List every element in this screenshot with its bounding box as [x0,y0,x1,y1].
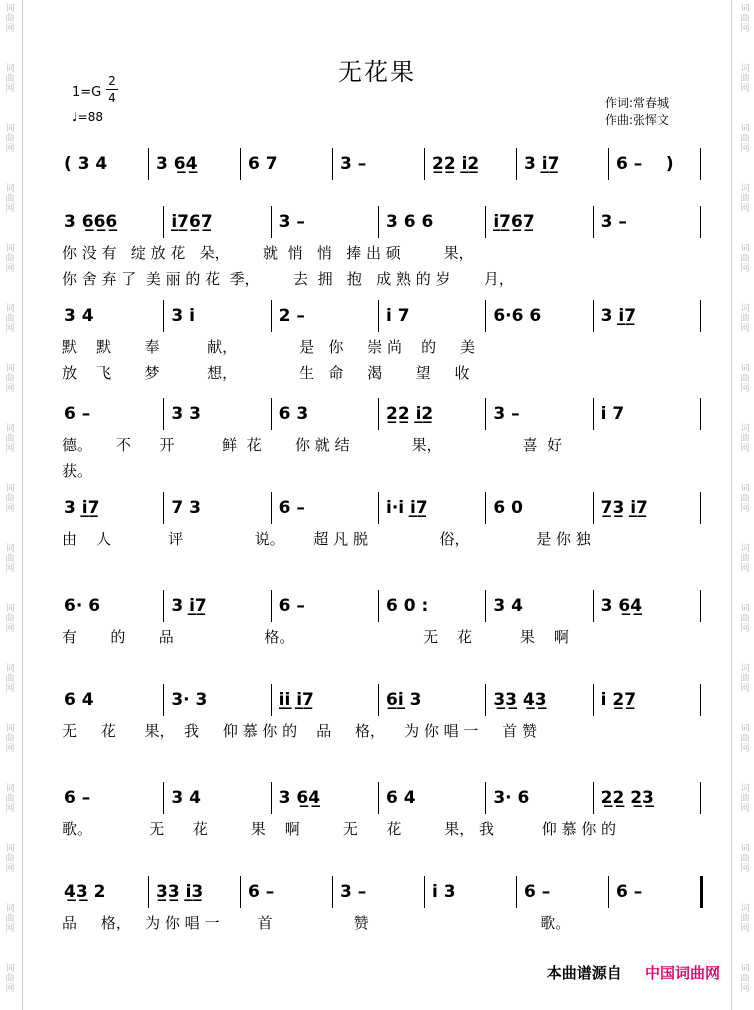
watermark-text: 词 曲 网 [5,544,15,574]
measure: 3 i̲7̲ [524,154,560,174]
measure: 3· 3 [171,690,208,710]
lyricist-credit: 作词:常春城 [605,96,670,110]
lyric-line-1: 歌。 无 花 果 啊 无 花 果， 我 仰 慕 你 的 [62,820,616,838]
lyric-line-2: 你 舍 弃 了 美 丽 的 花 季， 去 拥 抱 成 熟 的 岁 月， [62,270,514,288]
barline [378,206,379,238]
barline [700,492,701,524]
barline [424,876,425,908]
barline [485,492,486,524]
measure: 6 0 [493,498,523,518]
barline [485,684,486,716]
measure: 6 – [278,498,305,518]
watermark-text: 词 曲 网 [740,244,750,274]
measure: 3 6 6 [386,212,434,232]
barline [378,398,379,430]
key-signature: 1=G [72,85,102,100]
barline [332,876,333,908]
measure: 3 4 [493,596,523,616]
measure: i̲7̲6̲7̲ [493,212,535,232]
measure: i̲i̲ i̲7̲ [278,690,314,710]
measure: 6 – [64,788,91,808]
measure: 6 – ) [616,154,674,174]
credits [605,95,669,129]
watermark-text: 词 曲 网 [740,4,750,34]
measure: 3 4 [171,788,201,808]
measure: 3 i̲7̲ [600,306,637,326]
measure: i 3 [432,882,456,902]
lyric-line-1: 由 人 评 说。 超 凡 脱 俗， 是 你 独 [62,530,591,548]
measure: 6 4 [386,788,416,808]
measure: 6 – [278,596,305,616]
watermark-text: 词 曲 网 [5,244,15,274]
watermark-text: 词 曲 网 [740,424,750,454]
barline [240,876,241,908]
watermark-text: 词 曲 网 [740,844,750,874]
watermark-text: 词 曲 网 [5,904,15,934]
barline [516,876,517,908]
score-system [0,206,754,286]
barline [485,300,486,332]
barline [593,782,594,814]
score-system [0,876,754,956]
measure: 3̲3̲ 4̲3̲ [493,690,547,710]
score-system [0,300,754,380]
watermark-text: 词 曲 网 [5,604,15,634]
measure: i 7 [600,404,625,424]
time-sig-bar [106,89,118,90]
measure: 7̲3̲ i̲7̲ [600,498,648,518]
barline [700,148,701,180]
watermark-text: 词 曲 网 [5,124,15,154]
watermark-text: 词 曲 网 [740,604,750,634]
barline [378,492,379,524]
barline [332,148,333,180]
barline [271,684,272,716]
score-system [0,492,754,572]
watermark-text: 词 曲 网 [5,424,15,454]
barline [163,206,164,238]
measure: 6 4 [64,690,94,710]
measure: 3 6̲4̲ [278,788,321,808]
barline [593,206,594,238]
watermark-text: 词 曲 网 [5,64,15,94]
footer [547,962,720,983]
barline [271,398,272,430]
measure: 3· 6 [493,788,530,808]
barline [148,876,149,908]
score-system [0,684,754,764]
barline [593,398,594,430]
barline [700,684,701,716]
lyric-line-1: 德。 不 开 鲜 花 你 就 结 果， 喜 好 [62,436,563,454]
barline [378,300,379,332]
measure: 3 i̲7̲ [171,596,207,616]
score-system [0,782,754,862]
barline [271,492,272,524]
barline [700,876,703,908]
barline [485,206,486,238]
barline [163,300,164,332]
watermark-text: 词 曲 网 [740,964,750,994]
measure: 6 – [64,404,91,424]
measure: ( 3 4 [64,154,108,174]
barline [271,206,272,238]
measure: 7 3 [171,498,201,518]
measure: 6 3 [278,404,309,424]
watermark-text: 词 曲 网 [740,544,750,574]
measure: 3 – [340,882,367,902]
lyric-line-1: 无 花 果， 我 仰 慕 你 的 品 格， 为 你 唱 一 首 赞 [62,722,538,740]
barline [485,782,486,814]
measure: 3 6̲4̲ [600,596,643,616]
lyric-line-2: 获。 [62,462,93,480]
measure: 3 – [340,154,367,174]
watermark-text: 词 曲 网 [5,4,15,34]
measure: 6 – [524,882,551,902]
watermark-text: 词 曲 网 [5,844,15,874]
barline [700,300,701,332]
watermark-text: 词 曲 网 [5,184,15,214]
watermark-text: 词 曲 网 [740,724,750,754]
measure: 6· 6 [64,596,101,616]
barline [240,148,241,180]
measure: 4̲3̲ 2 [64,882,106,902]
measure: 6 – [248,882,275,902]
barline [148,148,149,180]
measure: 6̲i̲ 3 [386,690,422,710]
barline [378,684,379,716]
barline [485,398,486,430]
barline [485,590,486,622]
watermark-text: 词 曲 网 [740,124,750,154]
measure: 3 4 [64,306,94,326]
barline [163,590,164,622]
song-title: 无花果 [338,58,416,86]
measure: 3 i̲7̲ [64,498,100,518]
time-sig-top: 2 [108,74,116,88]
barline [593,492,594,524]
watermark-text: 词 曲 网 [5,484,15,514]
measure: 2̲2̲ 2̲3̲ [600,788,654,808]
score-system [0,590,754,670]
tempo-marking: ♩=88 [72,110,103,124]
measure: 3 6̲6̲6̲ [64,212,118,232]
barline [271,590,272,622]
barline [700,398,701,430]
watermark-text: 词 曲 网 [740,304,750,334]
watermark-text: 词 曲 网 [5,304,15,334]
composer-credit: 作曲:张恽文 [605,113,670,127]
barline [424,148,425,180]
watermark-text: 词 曲 网 [740,364,750,394]
score-system [0,398,754,478]
watermark-text: 词 曲 网 [740,904,750,934]
lyric-line-1: 默 默 奉 献， 是 你 崇 尚 的 美 [62,338,475,356]
measure: 6 0 : [386,596,429,616]
watermark-text: 词 曲 网 [5,784,15,814]
watermark-text: 词 曲 网 [5,964,15,994]
measure: 2 – [278,306,305,326]
barline [163,492,164,524]
measure: 6 7 [248,154,278,174]
barline [608,876,609,908]
time-signature [106,74,118,105]
watermark-text: 词 曲 网 [5,724,15,754]
watermark-text: 词 曲 网 [740,664,750,694]
measure: 3 i [171,306,195,326]
watermark-text: 词 曲 网 [5,364,15,394]
watermark-text: 词 曲 网 [740,184,750,214]
watermark-text: 词 曲 网 [740,484,750,514]
lyric-line-1: 你 没 有 绽 放 花 朵， 就 悄 悄 捧 出 硕 果， [62,244,474,262]
measure: 3 – [493,404,520,424]
measure: 2̲2̲ i̲2̲ [386,404,434,424]
measure: 3 6̲4̲ [156,154,198,174]
barline [378,782,379,814]
measure: i·i i̲7̲ [386,498,428,518]
barline [700,782,701,814]
site-name[interactable]: 中国词曲网 [644,964,720,982]
barline [163,684,164,716]
barline [163,398,164,430]
lyric-line-2: 放 飞 梦 想， 生 命 渴 望 收 [62,364,470,382]
lyric-line-1: 品 格， 为 你 唱 一 首 赞 歌。 [62,914,571,932]
time-sig-bottom: 4 [108,91,116,105]
measure: 3̲3̲ i̲3̲ [156,882,204,902]
barline [593,590,594,622]
barline [163,782,164,814]
barline [271,300,272,332]
measure: 2̲2̲ i̲2̲ [432,154,480,174]
measure: i̲7̲6̲7̲ [171,212,213,232]
watermark-text: 词 曲 网 [740,784,750,814]
barline [378,590,379,622]
source-label: 本曲谱源自 [546,964,622,982]
barline [608,148,609,180]
measure: 6·6 6 [493,306,542,326]
measure: 6 – [616,882,643,902]
lyric-line-1: 有 的 品 格。 无 花 果 啊 [62,628,569,646]
barline [700,206,701,238]
barline [593,684,594,716]
watermark-text: 词 曲 网 [5,664,15,694]
barline [516,148,517,180]
watermark-text: 词 曲 网 [740,64,750,94]
barline [271,782,272,814]
measure: i 7 [386,306,410,326]
barline [700,590,701,622]
measure: i 2̲7̲ [600,690,637,710]
measure: 3 3 [171,404,201,424]
measure: 3 – [278,212,305,232]
barline [593,300,594,332]
measure: 3 – [600,212,627,232]
